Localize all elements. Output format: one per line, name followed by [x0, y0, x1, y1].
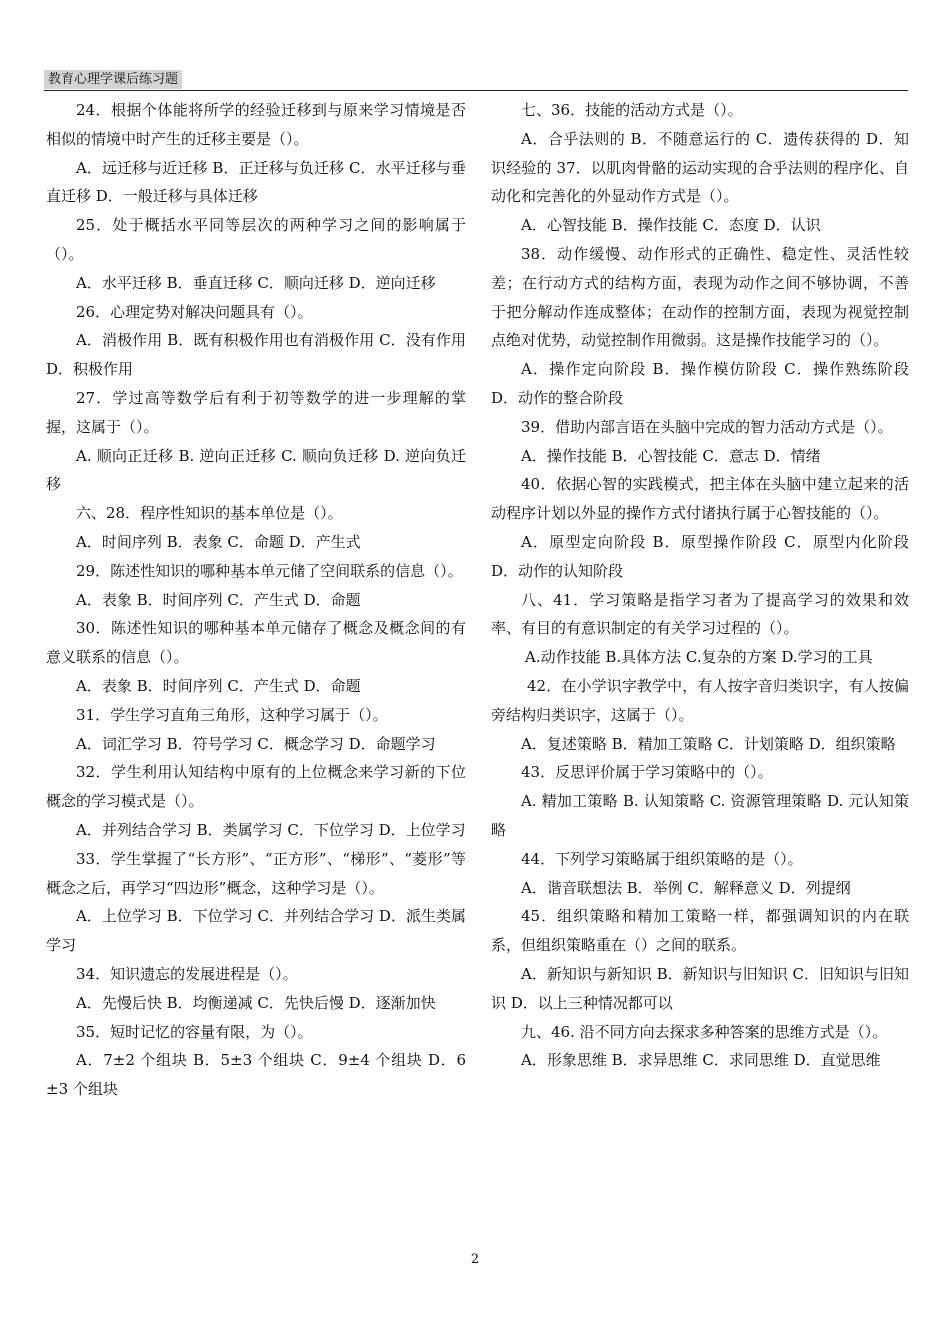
options-38: A．操作定向阶段 B．操作模仿阶段 C．操作熟练阶段 D．动作的整合阶段 — [491, 360, 909, 407]
question-33: 33．学生掌握了“长方形”、“正方形”、“梯形”、“菱形”等概念之后，再学习“四边形”概念，这种学习是（）。 — [46, 849, 466, 897]
options-30: A．表象 B．时间序列 C．产生式 D．命题 — [76, 676, 361, 695]
options-34: A．先慢后快 B．均衡递减 C．先快后慢 D．逐渐加快 — [76, 993, 436, 1012]
page-header — [44, 70, 908, 91]
question-39: 39．借助内部言语在头脑中完成的智力活动方式是（）。 — [521, 417, 893, 436]
options-32: A．并列结合学习 B．类属学习 C．下位学习 D．上位学习 — [76, 820, 466, 839]
page-number: 2 — [470, 1252, 480, 1267]
options-29: A．表象 B．时间序列 C．产生式 D．命题 — [76, 590, 361, 609]
question-38: 38．动作缓慢、动作形式的正确性、稳定性、灵活性较差；在行动方式的结构方面，表现为动作之间不够协调，不善于把分解动作连成整体；在动作的控制方面，表现为视觉控制点绝对优势，动觉控制作用微弱。这是操作技能学习的（）。 — [491, 244, 909, 350]
header-title: 教育心理学课后练习题 — [44, 70, 182, 89]
question-41: 八、41．学习策略是指学习者为了提高学习的效果和效率、有目的有意识制定的有关学习过程的（）。 — [491, 590, 909, 638]
right-column — [491, 96, 909, 1075]
options-28: A．时间序列 B．表象 C．命题 D．产生式 — [76, 532, 361, 551]
options-26: A．消极作用 B．既有积极作用也有消极作用 C．没有作用 D．积极作用 — [46, 331, 466, 379]
question-40: 40．依据心智的实践模式，把主体在头脑中建立起来的活动程序计划以外显的操作方式付诸执行属于心智技能的（）。 — [491, 475, 909, 523]
question-26: 26．心理定势对解决问题具有（）。 — [76, 302, 313, 321]
question-29: 29．陈述性知识的哪种基本单元储了空间联系的信息（）。 — [76, 561, 463, 580]
options-33: A．上位学习 B．下位学习 C．并列结合学习 D．派生类属学习 — [46, 907, 466, 955]
options-31: A．词汇学习 B．符号学习 C．概念学习 D．命题学习 — [76, 734, 436, 753]
question-42: 42．在小学识字教学中，有人按字音归类识字，有人按偏旁结构归类识字，这属于（）。 — [491, 676, 909, 724]
options-41: A.动作技能 B.具体方法 C.复杂的方案 D.学习的工具 — [525, 648, 873, 667]
options-27: A. 顺向正迁移 B. 逆向正迁移 C. 顺向负迁移 D. 逆向负迁移 — [46, 446, 466, 494]
options-37: A．心智技能 B．操作技能 C．态度 D．认识 — [521, 216, 821, 235]
options-45: A．新知识与新知识 B．新知识与旧知识 C．旧知识与旧知识 D．以上三种情况都可以 — [491, 964, 909, 1012]
question-44: 44．下列学习策略属于组织策略的是（）。 — [521, 849, 803, 868]
question-34: 34．知识遗忘的发展进程是（）。 — [76, 964, 298, 983]
question-25: 25．处于概括水平同等层次的两种学习之间的影响属于（）。 — [46, 216, 466, 263]
options-39: A．操作技能 B．心智技能 C．意志 D．情绪 — [521, 446, 821, 465]
options-42: A．复述策略 B．精加工策略 C．计划策略 D．组织策略 — [521, 734, 896, 753]
question-31: 31．学生学习直角三角形，这种学习属于（）。 — [76, 705, 388, 724]
question-45: 45．组织策略和精加工策略一样，都强调知识的内在联系，但组织策略重在（）之间的联系。 — [491, 907, 909, 955]
question-43: 43．反思评价属于学习策略中的（）。 — [521, 763, 773, 782]
question-28: 六、28．程序性知识的基本单位是（）。 — [76, 504, 343, 523]
question-24: 24．根据个体能将所学的经验迁移到与原来学习情境是否相似的情境中时产生的迁移主要是（）。 — [46, 101, 466, 148]
options-36-question-37: A．合乎法则的 B．不随意运行的 C．遗传获得的 D．知识经验的 37．以肌肉骨骼的运动实现的合乎法则的程序化、自动化和完善化的外显动作方式是（）。 — [491, 129, 909, 206]
options-25: A．水平迁移 B．垂直迁移 C．顺向迁移 D．逆向迁移 — [76, 273, 436, 292]
question-32: 32．学生利用认知结构中原有的上位概念来学习新的下位概念的学习模式是（）。 — [46, 763, 466, 811]
options-35: A．7±2 个组块 B．5±3 个组块 C．9±4 个组块 D．6±3 个组块 — [46, 1051, 466, 1099]
options-46: A．形象思维 B．求异思维 C．求同思维 D．直觉思维 — [521, 1051, 881, 1070]
question-35: 35．短时记忆的容量有限，为（）。 — [76, 1022, 313, 1041]
options-43: A. 精加工策略 B. 认知策略 C. 资源管理策略 D. 元认知策略 — [491, 792, 909, 839]
question-36: 七、36．技能的活动方式是（）。 — [521, 101, 743, 119]
options-40: A．原型定向阶段 B．原型操作阶段 C．原型内化阶段 D．动作的认知阶段 — [491, 532, 909, 580]
options-24: A．远迁移与近迁移 B．正迁移与负迁移 C．水平迁移与垂直迁移 D．一般迁移与具体迁移 — [46, 158, 466, 206]
question-27: 27．学过高等数学后有利于初等数学的进一步理解的掌握，这属于（）。 — [46, 388, 466, 436]
left-column — [46, 96, 466, 1104]
options-44: A．谐音联想法 B．举例 C．解释意义 D．列提纲 — [521, 878, 851, 897]
question-30: 30．陈述性知识的哪种基本单元储存了概念及概念间的有意义联系的信息（）。 — [46, 619, 466, 667]
question-46: 九、46. 沿不同方向去探求多种答案的思维方式是（）。 — [521, 1022, 888, 1041]
